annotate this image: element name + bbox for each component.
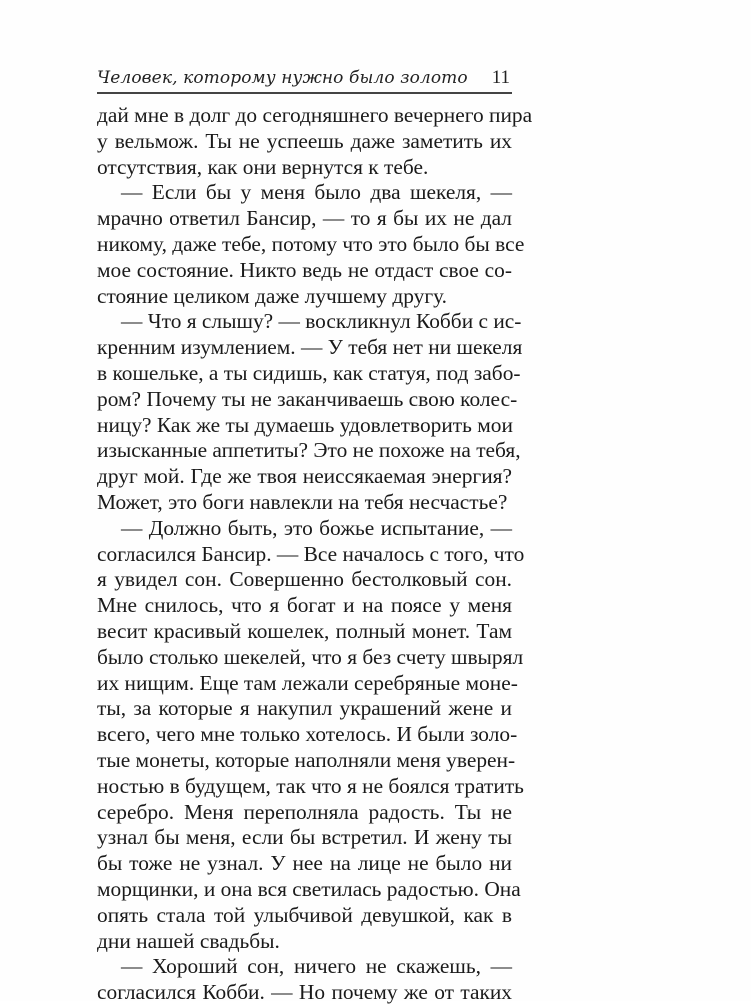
text-line: у вельмож. Ты не успеешь даже заметить их <box>97 128 512 153</box>
text-line: морщинки, и она вся светилась радостью. Она <box>97 876 521 901</box>
text-line: серебро. Меня переполняла радость. Ты не <box>97 799 512 824</box>
text-line: согласился Кобби. — Но почему же от таких <box>97 980 512 1005</box>
text-line: — Если бы у меня было два шекеля, — <box>121 180 512 205</box>
text-line: — Должно быть, это божье испытание, — <box>121 515 512 540</box>
text-line: было столько шекелей, что я без счету швырял <box>97 644 524 669</box>
text-line: ницу? Как же ты думаешь удовлетворить мои <box>97 412 513 437</box>
text-line: — Что я слышу? — воскликнул Кобби с ис- <box>121 309 522 334</box>
text-line: их нищим. Еще там лежали серебряные моне- <box>97 670 518 695</box>
text-line: — Хороший сон, ничего не скажешь, — <box>121 954 512 979</box>
text-line: Может, это боги навлекли на тебя несчастье? <box>97 489 508 514</box>
text-line: ностью в будущем, так что я не боялся тратить <box>97 773 524 798</box>
text-line: весит красивый кошелек, полный монет. Там <box>97 618 512 643</box>
text-line: отсутствия, как они вернутся к тебе. <box>97 154 429 179</box>
text-line: мрачно ответил Бансир, — то я бы их не дал <box>97 206 512 231</box>
text-line: тые монеты, которые наполняли меня уверен- <box>97 747 516 772</box>
running-header <box>97 68 512 90</box>
text-line: опять стала той улыбчивой девушкой, как в <box>97 902 512 927</box>
text-line: узнал бы меня, если бы встретил. И жену ты <box>97 825 512 850</box>
running-title: Человек, которому нужно было золото <box>97 68 468 88</box>
text-line: никому, даже тебе, потому что это было бы все <box>97 231 525 256</box>
text-line: я увидел сон. Совершенно бестолковый сон. <box>97 567 512 592</box>
text-line: согласился Бансир. — Все началось с того, что <box>97 541 525 566</box>
text-line: кренним изумлением. — У тебя нет ни шекеля <box>97 335 523 360</box>
body-text <box>97 103 533 1006</box>
text-line: бы тоже не узнал. У нее на лице не было ни <box>97 851 512 876</box>
page-number: 11 <box>491 67 510 88</box>
text-line: мое состояние. Никто ведь не отдаст свое со- <box>97 257 512 282</box>
text-line: дни нашей свадьбы. <box>97 928 280 953</box>
text-line: дай мне в долг до сегодняшнего вечернего пира <box>97 103 533 127</box>
text-line: ты, за которые я накупил украшений жене и <box>97 696 512 721</box>
text-line: изысканные аппетиты? Это не похоже на тебя, <box>97 438 521 463</box>
text-line: стояние целиком даже лучшему другу. <box>97 283 448 308</box>
text-line: ром? Почему ты не заканчиваешь свою колес- <box>97 386 518 411</box>
text-line: всего, чего мне только хотелось. И были золо- <box>97 722 518 747</box>
text-line: в кошельке, а ты сидишь, как статуя, под забо- <box>97 360 521 385</box>
text-line: Мне снилось, что я богат и на поясе у меня <box>97 593 512 618</box>
header-rule <box>97 92 512 94</box>
text-line: друг мой. Где же твоя неиссякаемая энергия? <box>97 464 512 489</box>
